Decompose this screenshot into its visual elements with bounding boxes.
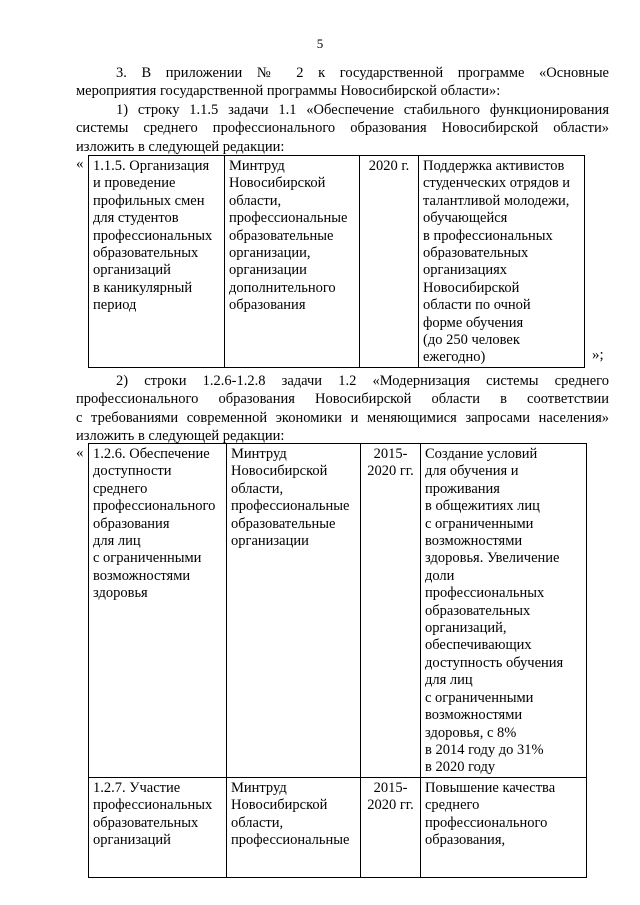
executor-line: Минтруд bbox=[229, 158, 285, 174]
item1-line-3: изложить в следующей редакции: bbox=[76, 138, 285, 155]
executor-line: Минтруд bbox=[231, 779, 287, 796]
measure-line: доступности bbox=[93, 463, 172, 480]
result-line: с ограниченными bbox=[425, 689, 534, 706]
measure-line: профессиональных bbox=[93, 227, 213, 244]
measure-line: 1.2.6. Обеспечение bbox=[93, 446, 210, 462]
executor-line: Новосибирской bbox=[231, 463, 328, 480]
item2-line-4: изложить в следующей редакции: bbox=[76, 428, 285, 445]
item2-line-2: профессионального образования Новосибирской области в соответствии bbox=[76, 391, 609, 408]
result-line: организаций, bbox=[425, 620, 507, 637]
result-cell bbox=[419, 156, 585, 368]
measure-line: профессиональных bbox=[93, 797, 213, 814]
result-line: для лиц bbox=[425, 672, 473, 689]
intro-line-2: мероприятия государственной программы Новосибирской области»: bbox=[76, 83, 501, 100]
result-line: проживания bbox=[425, 480, 500, 497]
period-line: 2020 гг. bbox=[367, 797, 414, 814]
result-line: в 2014 году до 31% bbox=[425, 741, 544, 758]
period-line: 2015- bbox=[373, 446, 408, 462]
executor-line: области, bbox=[231, 480, 284, 497]
intro-paragraph bbox=[76, 64, 609, 101]
measure-line: с ограниченными bbox=[93, 550, 202, 567]
result-line: возможностями bbox=[425, 533, 523, 550]
result-line: области по очной bbox=[423, 297, 531, 314]
measure-line: профессионального bbox=[93, 498, 216, 515]
executor-line: организации bbox=[229, 262, 307, 279]
measure-cell bbox=[89, 777, 227, 877]
executor-line: профессиональные bbox=[231, 831, 350, 848]
table2-row bbox=[89, 444, 587, 778]
result-line: обеспечивающих bbox=[425, 637, 532, 654]
table2 bbox=[88, 443, 587, 878]
result-line: форме обучения bbox=[423, 314, 524, 331]
result-cell bbox=[421, 444, 587, 778]
executor-line: Новосибирской bbox=[229, 175, 326, 192]
result-line: ежегодно) bbox=[423, 349, 486, 366]
result-line: талантливой молодежи, bbox=[423, 192, 570, 209]
result-line: возможностями bbox=[425, 707, 523, 724]
executor-cell bbox=[227, 777, 361, 877]
result-line: студенческих отрядов и bbox=[423, 175, 571, 192]
period-cell bbox=[361, 777, 421, 877]
item1-line-1: 1) строку 1.1.5 задачи 1.1 «Обеспечение стабильного функционирования bbox=[116, 102, 609, 118]
executor-line: организации bbox=[231, 533, 309, 550]
measure-line: 1.2.7. Участие bbox=[93, 779, 181, 796]
result-line: образования, bbox=[425, 831, 506, 848]
result-line: образовательных bbox=[423, 245, 529, 262]
executor-line: Минтруд bbox=[231, 446, 287, 462]
item1-line-2: системы среднего профессионального образования Новосибирской области» bbox=[76, 120, 609, 137]
result-line: для обучения и bbox=[425, 463, 519, 480]
measure-cell bbox=[89, 156, 225, 368]
period-line: 2020 гг. bbox=[367, 463, 414, 480]
result-line: доли bbox=[425, 567, 455, 584]
executor-line: Новосибирской bbox=[231, 797, 328, 814]
table1 bbox=[88, 155, 585, 368]
executor-cell bbox=[227, 444, 361, 778]
period-cell bbox=[361, 444, 421, 778]
item1-paragraph bbox=[76, 101, 609, 156]
result-line: (до 250 человек bbox=[423, 332, 520, 349]
measure-line: среднего bbox=[93, 480, 148, 497]
executor-line: образовательные bbox=[231, 515, 336, 532]
measure-line: и проведение bbox=[93, 175, 176, 192]
page-number: 5 bbox=[316, 36, 324, 51]
result-line: Новосибирской bbox=[423, 279, 520, 296]
item2-line-3: с требованиями современной экономики и меняющимися запросами населения» bbox=[76, 409, 609, 426]
result-line: профессиональных bbox=[425, 585, 545, 602]
measure-line: здоровья bbox=[93, 585, 148, 602]
measure-line: образовательных bbox=[93, 814, 199, 831]
executor-line: образовательные bbox=[229, 227, 334, 244]
measure-line: профильных смен bbox=[93, 192, 205, 209]
table2-open-quote: « bbox=[76, 445, 84, 461]
measure-line: период bbox=[93, 297, 137, 314]
executor-cell bbox=[225, 156, 360, 368]
result-line: образовательных bbox=[425, 602, 531, 619]
executor-line: области, bbox=[231, 814, 284, 831]
result-line: доступность обучения bbox=[425, 654, 564, 671]
measure-line: 1.1.5. Организация bbox=[93, 158, 210, 174]
result-line: среднего bbox=[425, 797, 480, 814]
result-line: Поддержка активистов bbox=[423, 158, 565, 174]
result-line: здоровья. Увеличение bbox=[425, 550, 560, 567]
period-line: 2015- bbox=[373, 779, 408, 796]
result-line: организациях bbox=[423, 262, 508, 279]
table1-row bbox=[89, 156, 585, 368]
result-line: обучающейся bbox=[423, 210, 508, 227]
executor-line: организации, bbox=[229, 245, 311, 262]
result-line: в 2020 году bbox=[425, 759, 496, 776]
result-line: Создание условий bbox=[425, 446, 538, 462]
measure-line: для студентов bbox=[93, 210, 179, 227]
executor-line: области, bbox=[229, 192, 282, 209]
table2-row bbox=[89, 777, 587, 877]
measure-line: организаций bbox=[93, 831, 171, 848]
measure-line: образования bbox=[93, 515, 170, 532]
item2-line-1: 2) строки 1.2.6-1.2.8 задачи 1.2 «Модернизация системы среднего bbox=[116, 373, 609, 389]
result-line: Повышение качества bbox=[425, 779, 556, 796]
table1-open-quote: « bbox=[76, 156, 84, 172]
period-line: 2020 г. bbox=[368, 158, 410, 174]
intro-line-1: 3. В приложении № 2 к государственной программе «Основные bbox=[116, 65, 609, 81]
executor-line: дополнительного bbox=[229, 279, 336, 296]
period-cell bbox=[360, 156, 419, 368]
measure-cell bbox=[89, 444, 227, 778]
measure-line: образовательных bbox=[93, 245, 199, 262]
measure-line: возможностями bbox=[93, 567, 191, 584]
executor-line: образования bbox=[229, 297, 306, 314]
result-line: в профессиональных bbox=[423, 227, 553, 244]
executor-line: профессиональные bbox=[231, 498, 350, 515]
result-line: профессионального bbox=[425, 814, 548, 831]
measure-line: для лиц bbox=[93, 533, 141, 550]
result-line: здоровья, с 8% bbox=[425, 724, 517, 741]
result-line: с ограниченными bbox=[425, 515, 534, 532]
executor-line: профессиональные bbox=[229, 210, 348, 227]
item2-paragraph bbox=[76, 372, 609, 446]
result-cell bbox=[421, 777, 587, 877]
measure-line: в каникулярный bbox=[93, 279, 193, 296]
table1-close-quote: »; bbox=[592, 347, 604, 363]
result-line: в общежитиях лиц bbox=[425, 498, 540, 515]
measure-line: организаций bbox=[93, 262, 171, 279]
